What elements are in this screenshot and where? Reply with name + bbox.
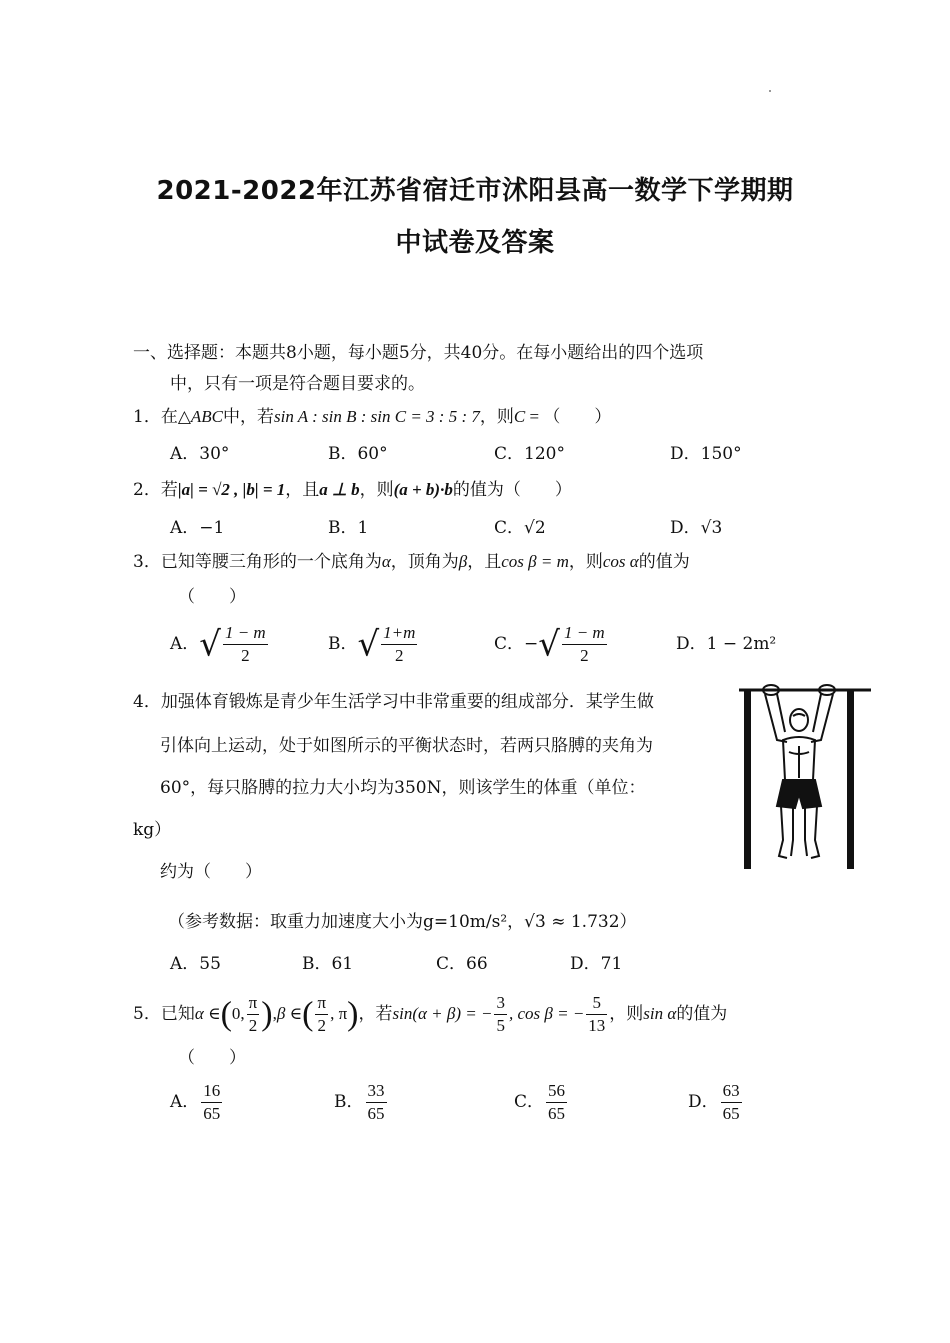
q2-option-c: C．√2	[494, 518, 546, 538]
q3-option-c: C．−√ $\frac{1 - m}{2}$	[494, 623, 605, 666]
left-arm-inner	[777, 694, 785, 732]
q1-option-d: D．150°	[670, 444, 742, 464]
right-arm	[811, 694, 833, 742]
section-heading-cont: 中，只有一项是符合题目要求的。	[170, 374, 425, 394]
question-4-line4: kg）	[133, 820, 172, 840]
right-post	[848, 690, 853, 868]
q2-option-d: D．√3	[670, 518, 723, 538]
q5-option-d: D． $\frac{63}{65}$	[688, 1081, 740, 1123]
q1-option-c: C．120°	[494, 444, 565, 464]
q4-option-a: A．55	[170, 954, 221, 974]
section-heading: 一、选择题：本题共8小题，每小题5分，共40分。在每小题给出的四个选项	[133, 343, 704, 363]
question-4-reference: （参考数据：取重力加速度大小为g=10m/s²，√3 ≈ 1.732）	[168, 912, 637, 932]
q4-option-d: D．71	[570, 954, 623, 974]
right-leg	[811, 806, 819, 858]
question-3: 3．已知等腰三角形的一个底角为α，顶角为β，且cos β = m，则cos α的值为	[133, 552, 690, 572]
stray-dot	[769, 90, 771, 92]
question-4-line3: 60°，每只胳膊的拉力大小均为350N，则该学生的体重（单位：	[160, 778, 646, 798]
q2-option-b: B．1	[328, 518, 369, 538]
pull-up-figure	[735, 680, 875, 870]
q3-blank: （ ）	[178, 587, 246, 607]
q4-option-c: C．66	[436, 954, 488, 974]
question-4-line2: 引体向上运动，处于如图所示的平衡状态时，若两只胳膊的夹角为	[160, 736, 653, 756]
question-4-line5: 约为（ ）	[160, 862, 262, 882]
q2-option-a: A．−1	[170, 518, 225, 538]
left-arm	[765, 694, 787, 742]
shorts	[777, 780, 821, 808]
question-2: 2．若|a| = √2 , |b| = 1，且a ⊥ b，则(a + b)·b的值为（ ）	[133, 480, 572, 500]
q4-option-b: B．61	[302, 954, 354, 974]
q5-blank: （ ）	[178, 1048, 246, 1068]
q3-option-a: A．√ $\frac{1 - m}{2}$	[170, 623, 266, 666]
head	[790, 709, 808, 731]
q1-option-a: A．30°	[170, 444, 230, 464]
left-leg	[779, 806, 787, 858]
right-leg-inner	[805, 808, 807, 856]
left-leg-inner	[791, 808, 793, 856]
hair-line	[793, 714, 805, 716]
q3-option-d: D．1 − 2m²	[676, 634, 777, 654]
q5-option-c: C． $\frac{56}{65}$	[514, 1081, 566, 1123]
question-5: 5．已知α ∈(0, $\frac{\pi}{2}$ ),β ∈( $\frac{\pi}{2}$ , π)，若sin(α + β) = − $\frac{3}{5}$ , cos β = − $\frac{5}{13}$ ，则sin α的值为	[133, 993, 728, 1035]
q1-option-b: B．60°	[328, 444, 388, 464]
paper-title-line1: 2021-2022年江苏省宿迁市沭阳县高一数学下学期期	[156, 176, 794, 206]
right-arm-inner	[813, 694, 821, 732]
left-post	[745, 690, 750, 868]
q5-option-a: A． $\frac{16}{65}$	[170, 1081, 221, 1123]
question-1: 1．在△ABC中，若sin A : sin B : sin C = 3 : 5 : 7，则C = （ ）	[133, 407, 612, 427]
paper-title-line2: 中试卷及答案	[395, 228, 555, 258]
question-4-line1: 4．加强体育锻炼是青少年生活学习中非常重要的组成部分．某学生做	[133, 692, 654, 712]
q3-option-b: B．√ $\frac{1+m}{2}$	[328, 623, 416, 666]
q5-option-b: B． $\frac{33}{65}$	[334, 1081, 385, 1123]
